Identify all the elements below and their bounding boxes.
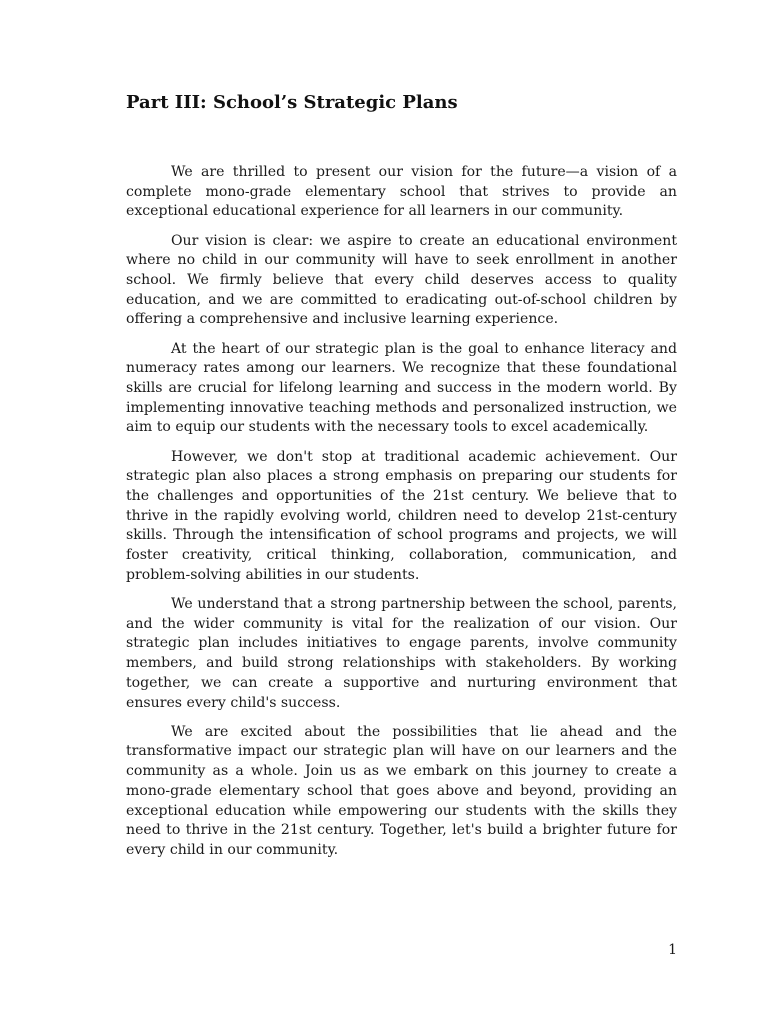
- paragraph-literacy-numeracy: At the heart of our strategic plan is the goal to enhance literacy and numeracy rates among our learners. We recognize that these foundational skills are crucial for lifelong learning and success in the modern world. By implementing innovative teaching methods and personalized instruction, we aim to equip our students with the necessary tools to excel academically.: [126, 340, 677, 436]
- page-number: 1: [668, 942, 677, 958]
- paragraph-community-partnership: We understand that a strong partnership between the school, parents, and the wider community is vital for the realization of our vision. Our strategic plan includes initiatives to engage parents, involve community members, and build strong relationships with stakeholders. By working together, we can create a supportive and nurturing environment that ensures every child's success.: [126, 596, 677, 711]
- paragraph-21st-century-skills: However, we don't stop at traditional academic achievement. Our strategic plan also places a strong emphasis on preparing our students for the challenges and opportunities of the 21st century. We believe that to thrive in the rapidly evolving world, children need to develop 21st-century skills. Through the intensification of school programs and projects, we will foster creativity, critical thinking, collaboration, communication, and problem-solving abilities in our students.: [126, 448, 677, 583]
- page-title: Part III: School’s Strategic Plans: [126, 92, 458, 113]
- paragraph-closing: We are excited about the possibilities that lie ahead and the transformative impact our strategic plan will have on our learners and the community as a whole. Join us as we embark on this journey to create a mono-grade elementary school that goes above and beyond, providing an exceptional education while empowering our students with the skills they need to thrive in the 21st century. Together, let's build a brighter future for every child in our community.: [126, 723, 677, 858]
- paragraph-vision-statement: Our vision is clear: we aspire to create an educational environment where no child in our community will have to seek enrollment in another school. We firmly believe that every child deserves access to quality education, and we are committed to eradicating out-of-school children by offering a comprehensive and inclusive learning experience.: [126, 232, 677, 328]
- paragraph-vision-intro: We are thrilled to present our vision for the future—a vision of a complete mono-grade elementary school that strives to provide an exceptional educational experience for all learners in our community.: [126, 164, 677, 220]
- document-body: [126, 163, 677, 870]
